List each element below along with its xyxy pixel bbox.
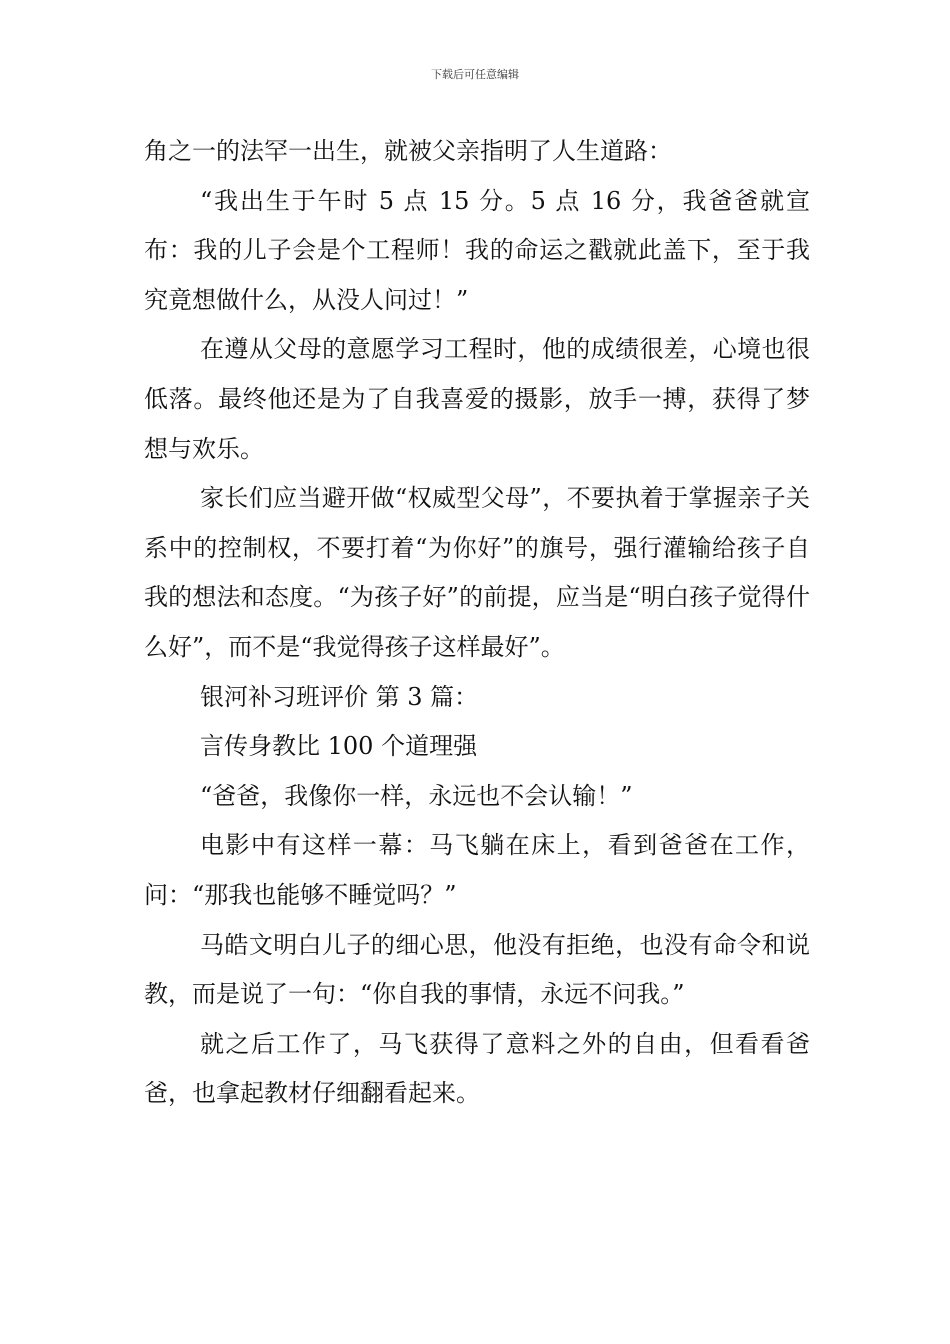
paragraph-6: 马皓文明白儿子的细心思，他没有拒绝，也没有命令和说教，而是说了一句：“你自我的事情，永远不问我。” [144,930,810,1009]
paragraph-5: 电影中有这样一幕：马飞躺在床上，看到爸爸在工作，问：“那我也能够不睡觉吗？” [144,831,810,909]
paragraph-3: 在遵从父母的意愿学习工程时，他的成绩很差，心境也很低落。最终他还是为了自我喜爱的摄影，放手一搏，获得了梦想与欢乐。 [144,335,810,463]
page-header: 下载后可任意编辑 [431,68,519,81]
paragraph-4: 家长们应当避开做“权威型父母”，不要执着于掌握亲子关系中的控制权，不要打着“为你好”的旗号，强行灌输给孩子自我的想法和态度。“为孩子好”的前提，应当是“明白孩子觉得什么好”，而不是“我觉得孩子这样最好”。 [144,484,810,661]
section-subtitle: 言传身教比 100 个道理强 [200,732,478,761]
paragraph-2: “我出生于午时 5 点 15 分。5 点 16 分，我爸爸就宣布：我的儿子会是个工程师！我的命运之戳就此盖下，至于我究竟想做什么，从没人问过！” [144,186,810,314]
document-body [144,127,810,1119]
section-heading: 银河补习班评价 第 3 篇： [200,682,479,711]
paragraph-1: 角之一的法罕一出生，就被父亲指明了人生道路： [144,137,672,165]
paragraph-quote: “爸爸，我像你一样，永远也不会认输！” [200,781,633,810]
paragraph-7: 就之后工作了，马飞获得了意料之外的自由，但看看爸爸，也拿起教材仔细翻看起来。 [144,1029,810,1108]
